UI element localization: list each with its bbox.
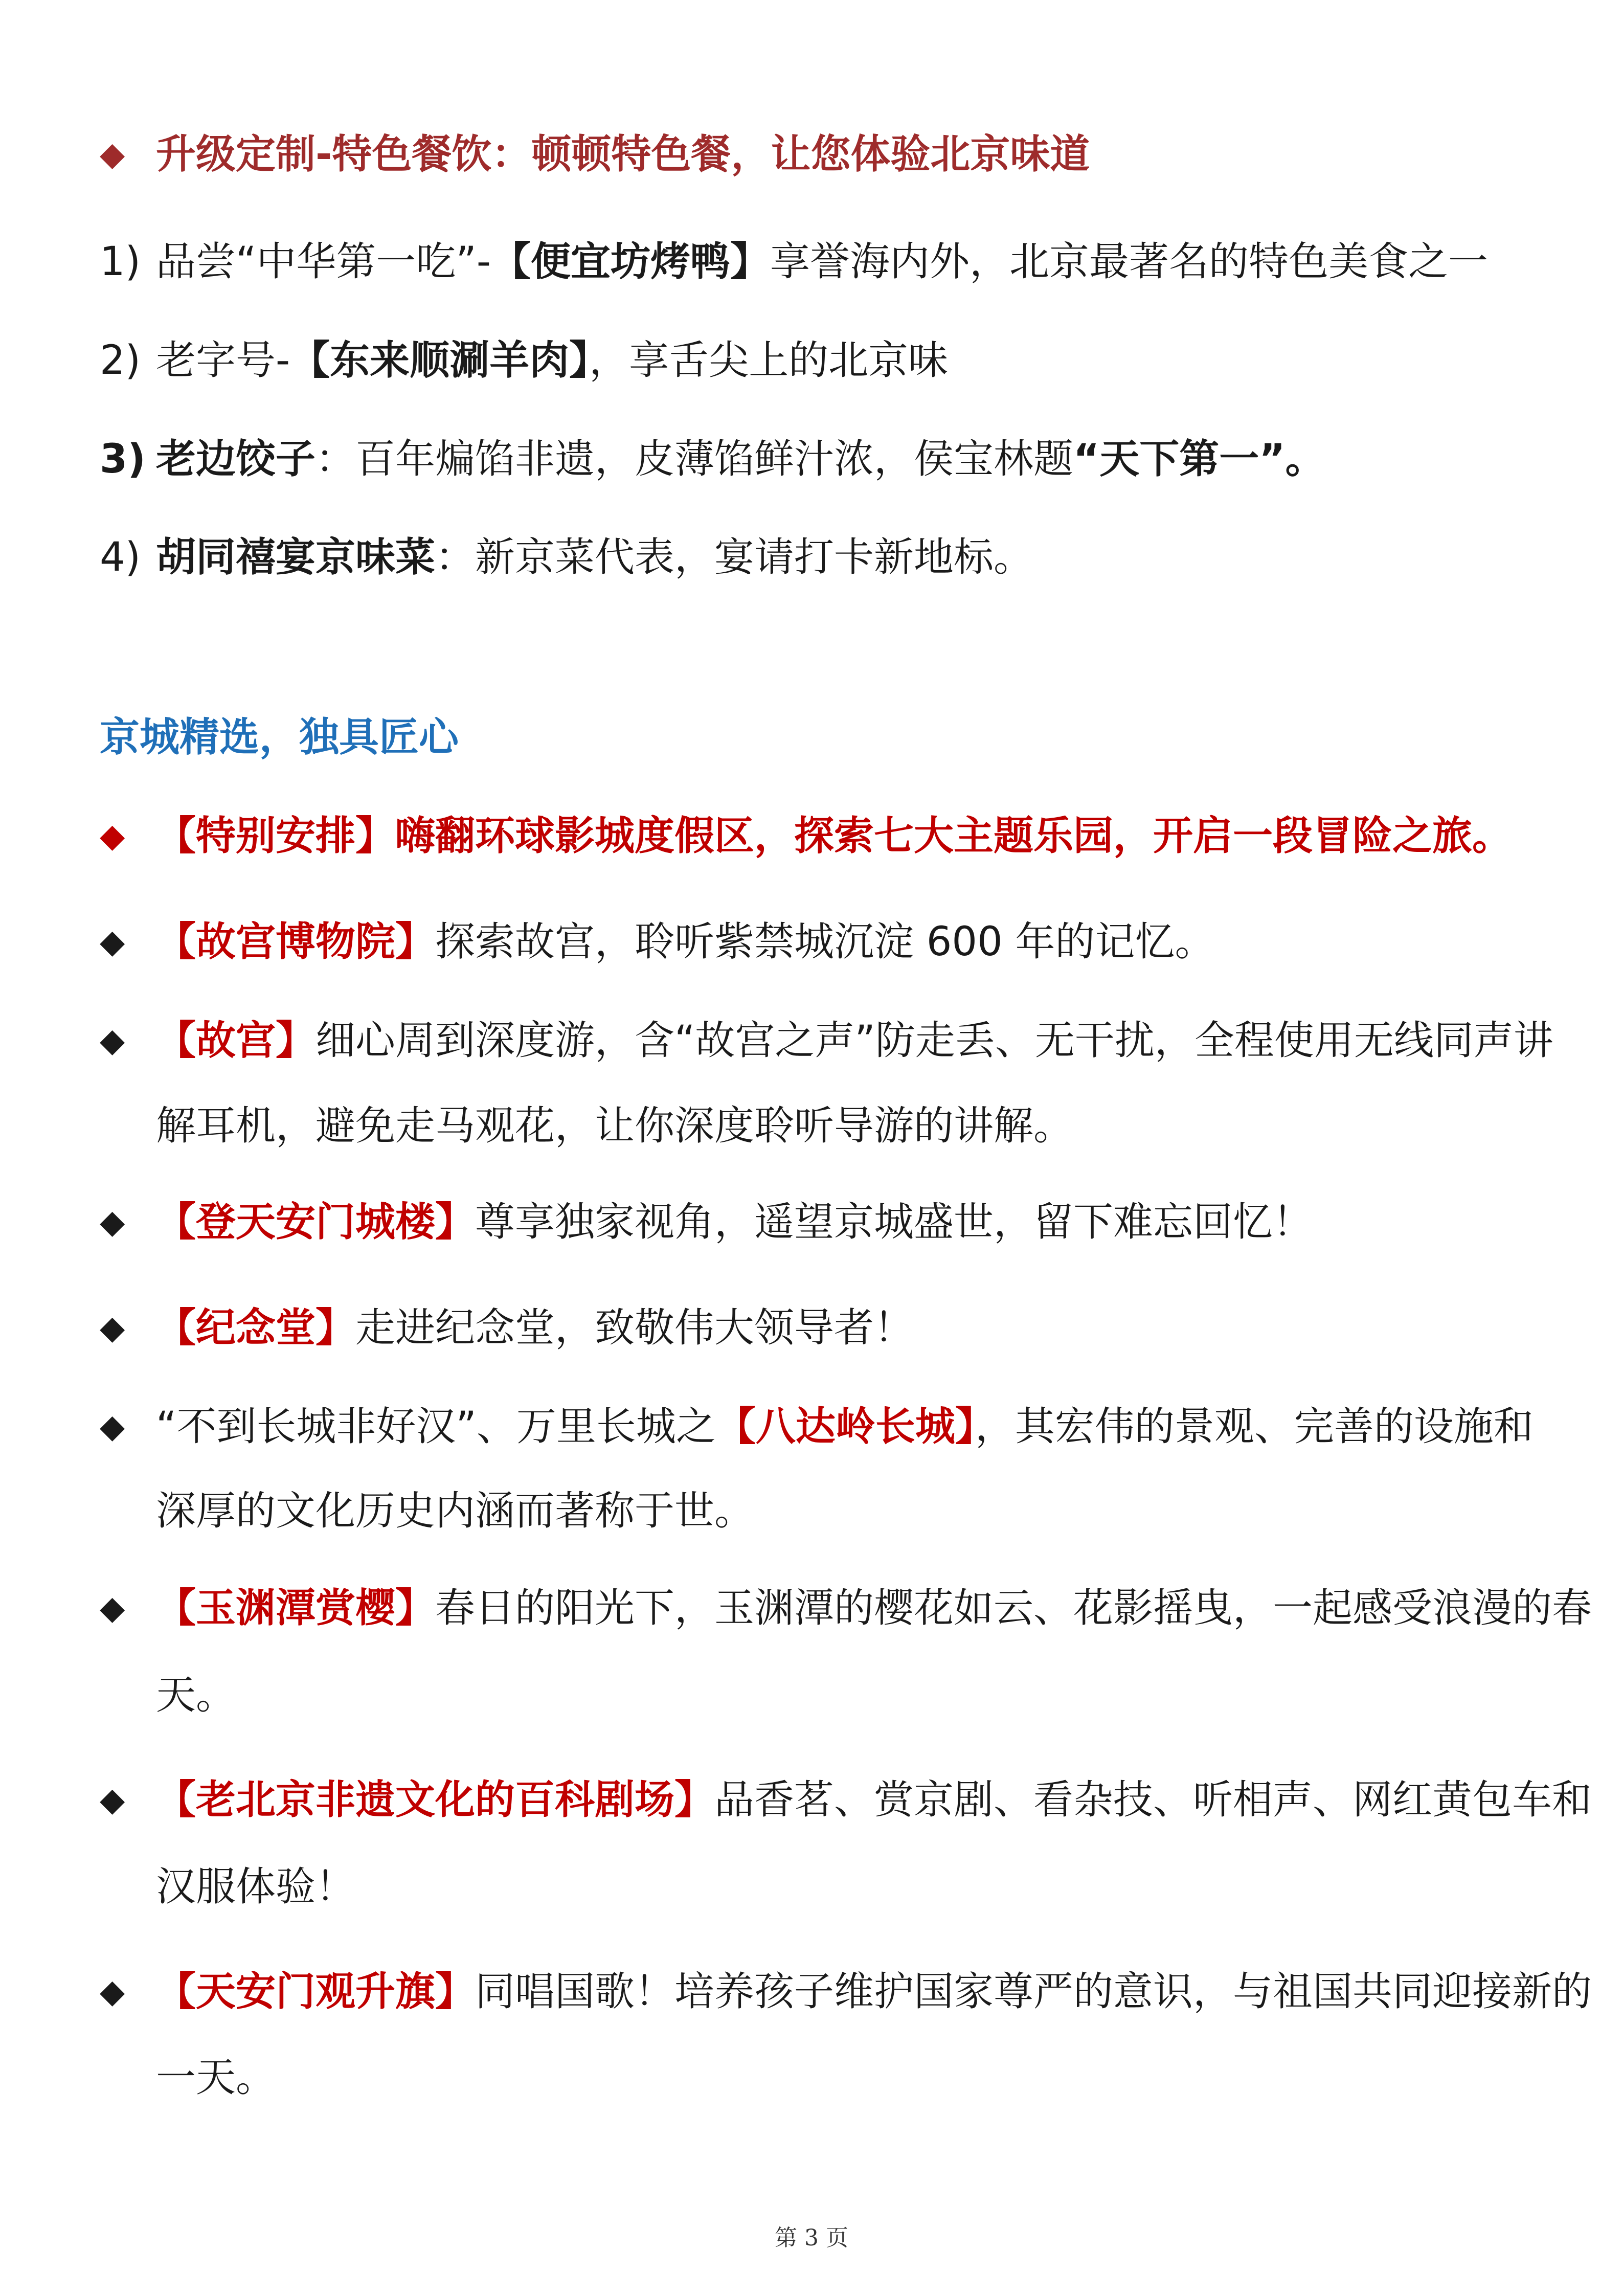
item-number: 2) bbox=[100, 337, 141, 384]
diamond-bullet-icon: ◆ bbox=[100, 1589, 125, 1627]
item-bold-text: “天下第一”。 bbox=[1073, 436, 1325, 482]
item-text: 同唱国歌！培养孩子维护国家尊严的意识，与祖国共同迎接新的 bbox=[475, 1969, 1592, 2015]
item-text: ：新京菜代表，宴请打卡新地标。 bbox=[435, 534, 1034, 580]
diamond-bullet-icon: ◆ bbox=[100, 1781, 125, 1819]
item-bold-text: 【东来顺涮羊肉】 bbox=[290, 337, 590, 384]
page-number: 第 3 页 bbox=[775, 2225, 848, 2251]
item-tag: 【故宫】 bbox=[156, 1018, 316, 1064]
item-text: 品香茗、赏京剧、看杂技、听相声、网红黄包车和 bbox=[714, 1777, 1592, 1823]
item-tag: 【登天安门城楼】 bbox=[156, 1199, 476, 1245]
item-continuation: 天。 bbox=[156, 1672, 236, 1718]
item-number: 3) bbox=[100, 436, 146, 482]
food-heading-text: 升级定制-特色餐饮：顿顿特色餐，让您体验北京味道 bbox=[156, 131, 1090, 177]
item-text: ：百年煸馅非遗，皮薄馅鲜汁浓，侯宝林题 bbox=[315, 436, 1074, 482]
diamond-bullet-icon: ◆ bbox=[100, 817, 125, 855]
item-tag: 【故宫博物院】 bbox=[156, 919, 436, 965]
item-number: 4) bbox=[100, 534, 141, 580]
item-text: 春日的阳光下，玉渊潭的樱花如云、花影摇曳，一起感受浪漫的春 bbox=[435, 1585, 1592, 1631]
item-text: ，享舌尖上的北京味 bbox=[589, 337, 949, 384]
food-item-4 bbox=[100, 532, 1531, 583]
item-text: 老字号- bbox=[156, 337, 290, 384]
diamond-bullet-icon: ◆ bbox=[100, 1022, 125, 1060]
food-item-1 bbox=[100, 236, 1531, 287]
diamond-bullet-icon: ◆ bbox=[100, 923, 125, 961]
item-text: ，其宏伟的景观、完善的设施和 bbox=[975, 1404, 1534, 1450]
special-arrangement-text: 【特别安排】嗨翻环球影城度假区，探索七大主题乐园，开启一段冒险之旅。 bbox=[156, 813, 1513, 859]
item-continuation: 深厚的文化历史内涵而著称于世。 bbox=[156, 1488, 755, 1534]
item-continuation: 解耳机，避免走马观花，让你深度聆听导游的讲解。 bbox=[156, 1103, 1074, 1149]
item-text: 探索故宫，聆听紫禁城沉淀 600 年的记忆。 bbox=[435, 919, 1215, 965]
item-tag: 【天安门观升旗】 bbox=[156, 1969, 476, 2015]
diamond-bullet-icon: ◆ bbox=[100, 1408, 125, 1446]
item-tag: 【玉渊潭赏樱】 bbox=[156, 1585, 436, 1631]
item-tag: 【老北京非遗文化的百科剧场】 bbox=[156, 1777, 715, 1823]
item-text: 细心周到深度游，含“故宫之声”防走丢、无干扰，全程使用无线同声讲 bbox=[315, 1018, 1553, 1064]
item-text: 享誉海内外，北京最著名的特色美食之一 bbox=[770, 239, 1488, 285]
food-item-3 bbox=[100, 434, 1531, 485]
item-bold-text: 老边饺子 bbox=[156, 436, 316, 482]
item-tag: 【八达岭长城】 bbox=[715, 1404, 975, 1450]
item-bold-text: 胡同禧宴京味菜 bbox=[156, 534, 436, 580]
item-tag: 【纪念堂】 bbox=[156, 1305, 356, 1351]
diamond-bullet-icon: ◆ bbox=[100, 136, 125, 173]
item-text: 品尝“中华第一吃”- bbox=[156, 239, 491, 285]
item-continuation: 汉服体验！ bbox=[156, 1864, 356, 1910]
item-continuation: 一天。 bbox=[156, 2055, 276, 2101]
item-text: 尊享独家视角，遥望京城盛世，留下难忘回忆！ bbox=[475, 1199, 1313, 1245]
food-item-2 bbox=[100, 335, 1531, 386]
diamond-bullet-icon: ◆ bbox=[100, 1973, 125, 2011]
diamond-bullet-icon: ◆ bbox=[100, 1309, 125, 1347]
item-text: “不到长城非好汉”、万里长城之 bbox=[156, 1404, 716, 1450]
item-number: 1) bbox=[100, 239, 141, 285]
diamond-bullet-icon: ◆ bbox=[100, 1203, 125, 1241]
item-text: 走进纪念堂，致敬伟大领导者！ bbox=[355, 1305, 914, 1351]
section-title: 京城精选，独具匠心 bbox=[100, 714, 459, 760]
item-bold-text: 【便宜坊烤鸭】 bbox=[490, 239, 770, 285]
